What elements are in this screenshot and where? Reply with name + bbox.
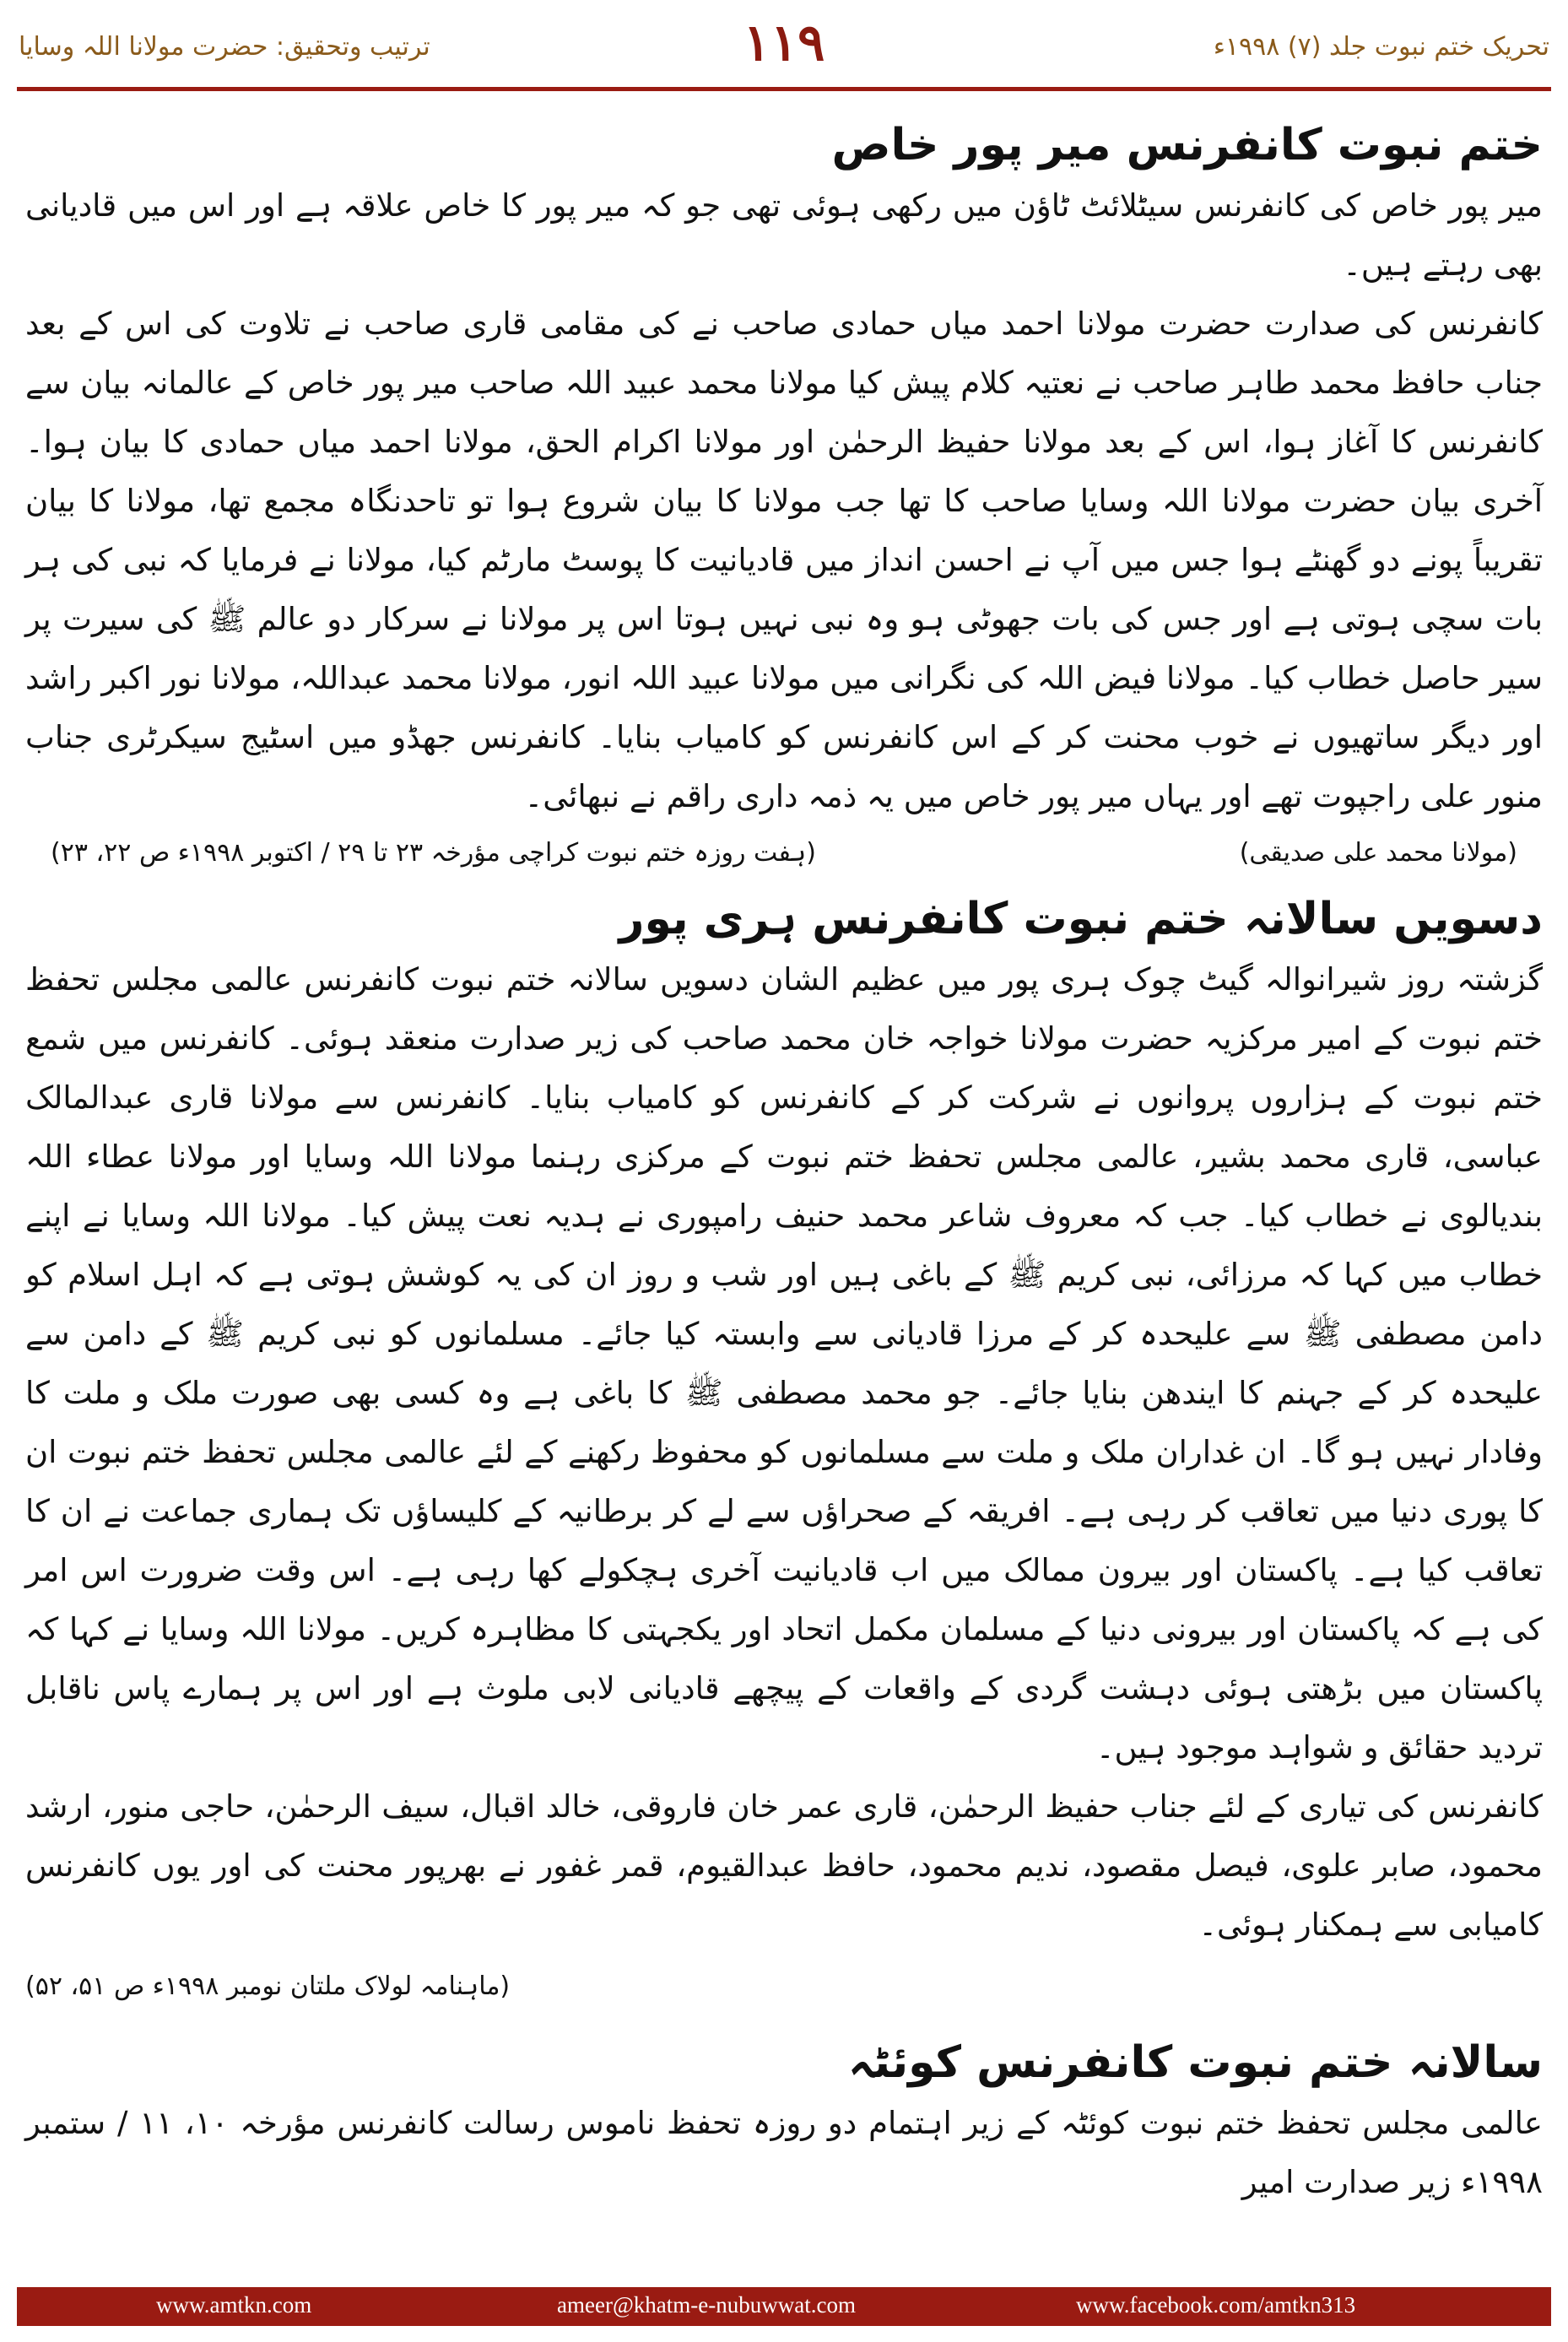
header-divider [17,87,1551,91]
facebook-link[interactable]: www.facebook.com/amtkn313 [1076,2292,1356,2318]
section-heading: دسویں سالانہ ختم نبوت کانفرنس ہری پور [619,894,1543,944]
section-heading: سالانہ ختم نبوت کانفرنس کوئٹہ [847,2037,1543,2088]
paragraph: کانفرنس کی تیاری کے لئے جناب حفیظ الرحمٰن، قاری عمر خان فاروقی، خالد اقبال، سیف الرحمٰن، حاجی منور، ارشد محمود، صابر علوی، فیصل مقصود، ندیم محمود، حافظ عبدالقیوم، قمر غفور نے بھرپور محنت کی اور یوں کانفرنس کامیابی سے ہمکنار ہوئی۔ [25,1788,1543,1943]
author-credit: (مولانا محمد علی صدیقی) [1239,838,1517,868]
article-body [25,118,1543,2212]
citation-row [25,828,1543,879]
section-quetta [25,2036,1543,2212]
page-number: ۱۱۹ [743,14,825,73]
paragraph: گزشتہ روز شیرانوالہ گیٹ چوک ہری پور میں عظیم الشان دسویں سالانہ ختم نبوت کانفرنس عالمی مجلس تحفظ ختم نبوت کے امیر مرکزیہ حضرت مولانا خواجہ خان محمد صاحب کی زیر صدارت منعقد ہوئی۔ کانفرنس میں شمع ختم نبوت کے ہزاروں پروانوں نے شرکت کر کے کانفرنس کو کامیاب بنایا۔ کانفرنس سے مولانا قاری عبدالمالک عباسی، قاری محمد بشیر، عالمی مجلس تحفظ ختم نبوت کے مرکزی رہنما مولانا اللہ وسایا اور مولانا عطاء اللہ بندیالوی نے خطاب کیا۔ جب کہ معروف شاعر محمد حنیف رامپوری نے ہدیہ نعت پیش کیا۔ مولانا اللہ وسایا نے اپنے خطاب میں کہا کہ مرزائی، نبی کریم ﷺ کے باغی ہیں اور شب و روز ان کی یہ کوشش ہوتی ہے کہ اہل اسلام کو دامن مصطفی ﷺ سے علیحدہ کر کے مرزا قادیانی سے وابستہ کیا جائے۔ مسلمانوں کو نبی کریم ﷺ کے دامن سے علیحدہ کر کے جہنم کا ایندھن بنایا جائے۔ جو محمد مصطفی ﷺ کا باغی ہے وہ کسی بھی صورت ملک و ملت کا وفادار نہیں ہو گا۔ ان غداران ملک و ملت سے مسلمانوں کو محفوظ رکھنے کے لئے عالمی مجلس تحفظ ختم نبوت ان کا پوری دنیا میں تعاقب کر رہی ہے۔ افریقہ کے صحراؤں سے لے کر برطانیہ کے کلیساؤں تک ہماری جماعت نے ان کا تعاقب کیا ہے۔ پاکستان اور بیرون ممالک میں اب قادیانیت آخری ہچکولے کھا رہی ہے۔ اس وقت ضرورت اس امر کی ہے کہ پاکستان اور بیرونی دنیا کے مسلمان مکمل اتحاد اور یکجہتی کا مظاہرہ کریں۔ مولانا اللہ وسایا نے کہا کہ پاکستان میں بڑھتی ہوئی دہشت گردی کے واقعات کے پیچھے قادیانی لابی ملوث ہے اور اس پر ہمارے پاس ناقابل تردید حقائق و شواہد موجود ہیں۔ [25,961,1543,1766]
section-haripur [25,892,1543,2012]
section-mirpurkhas [25,118,1543,879]
source-citation: (ماہنامہ لولاک ملتان نومبر ۱۹۹۸ء ص ۵۱، ۵۲) [25,1971,511,2001]
footer-bar [17,2287,1551,2326]
source-citation: (ہفت روزہ ختم نبوت کراچی مؤرخہ ۲۳ تا ۲۹ / اکتوبر ۱۹۹۸ء ص ۲۲، ۲۳) [51,838,816,868]
section-heading: ختم نبوت کانفرنس میر پور خاص [831,120,1543,170]
series-title: تحریک ختم نبوت جلد (۷) ۱۹۹۸ء [1213,32,1549,62]
website-link[interactable]: www.amtkn.com [156,2292,312,2318]
paragraph: کانفرنس کی صدارت حضرت مولانا احمد میاں حمادی صاحب نے کی مقامی قاری صاحب نے تلاوت کی اس کے بعد جناب حافظ محمد طاہر صاحب نے نعتیہ کلام پیش کیا مولانا محمد عبید اللہ صاحب میر پور خاص کے عالمانہ بیان سے کانفرنس کا آغاز ہوا، اس کے بعد مولانا حفیظ الرحمٰن اور مولانا اکرام الحق، مولانا احمد میاں حمادی کا بیان ہوا۔ آخری بیان حضرت مولانا اللہ وسایا صاحب کا تھا جب مولانا کا بیان شروع ہوا تو تاحدنگاہ مجمع تھا، مولانا کا بیان تقریباً پونے دو گھنٹے ہوا جس میں آپ نے احسن انداز میں قادیانیت کا پوسٹ مارٹم کیا، مولانا نے فرمایا کہ نبی کی ہر بات سچی ہوتی ہے اور جس کی بات جھوٹی ہو وہ نبی نہیں ہوتا اس پر مولانا نے سرکار دو عالم ﷺ کی سیرت پر سیر حاصل خطاب کیا۔ مولانا فیض اللہ کی نگرانی میں مولانا عبید اللہ انور، مولانا محمد عبداللہ، مولانا نور اکبر راشد اور دیگر ساتھیوں نے خوب محنت کر کے اس کانفرنس کو کامیاب بنایا۔ کانفرنس جھڈو میں اسٹیج سیکرٹری جناب منور علی راجپوت تھے اور یہاں میر پور خاص میں یہ ذمہ داری راقم نے نبھائی۔ [25,306,1543,814]
paragraph: میر پور خاص کی کانفرنس سیٹلائٹ ٹاؤن میں رکھی ہوئی تھی جو کہ میر پور کا خاص علاقہ ہے اور اس میں قادیانی بھی رہتے ہیں۔ [25,187,1543,283]
compiler-credit: ترتیب وتحقیق: حضرت مولانا اللہ وسایا [19,32,430,62]
paragraph: عالمی مجلس تحفظ ختم نبوت کوئٹہ کے زیر اہتمام دو روزہ تحفظ ناموس رسالت کانفرنس مؤرخہ ۱۰، ۱۱ / ستمبر ۱۹۹۸ء زیر صدارت امیر [25,2105,1543,2200]
page-header [0,0,1568,93]
email-link[interactable]: ameer@khatm-e-nubuwwat.com [557,2292,856,2318]
